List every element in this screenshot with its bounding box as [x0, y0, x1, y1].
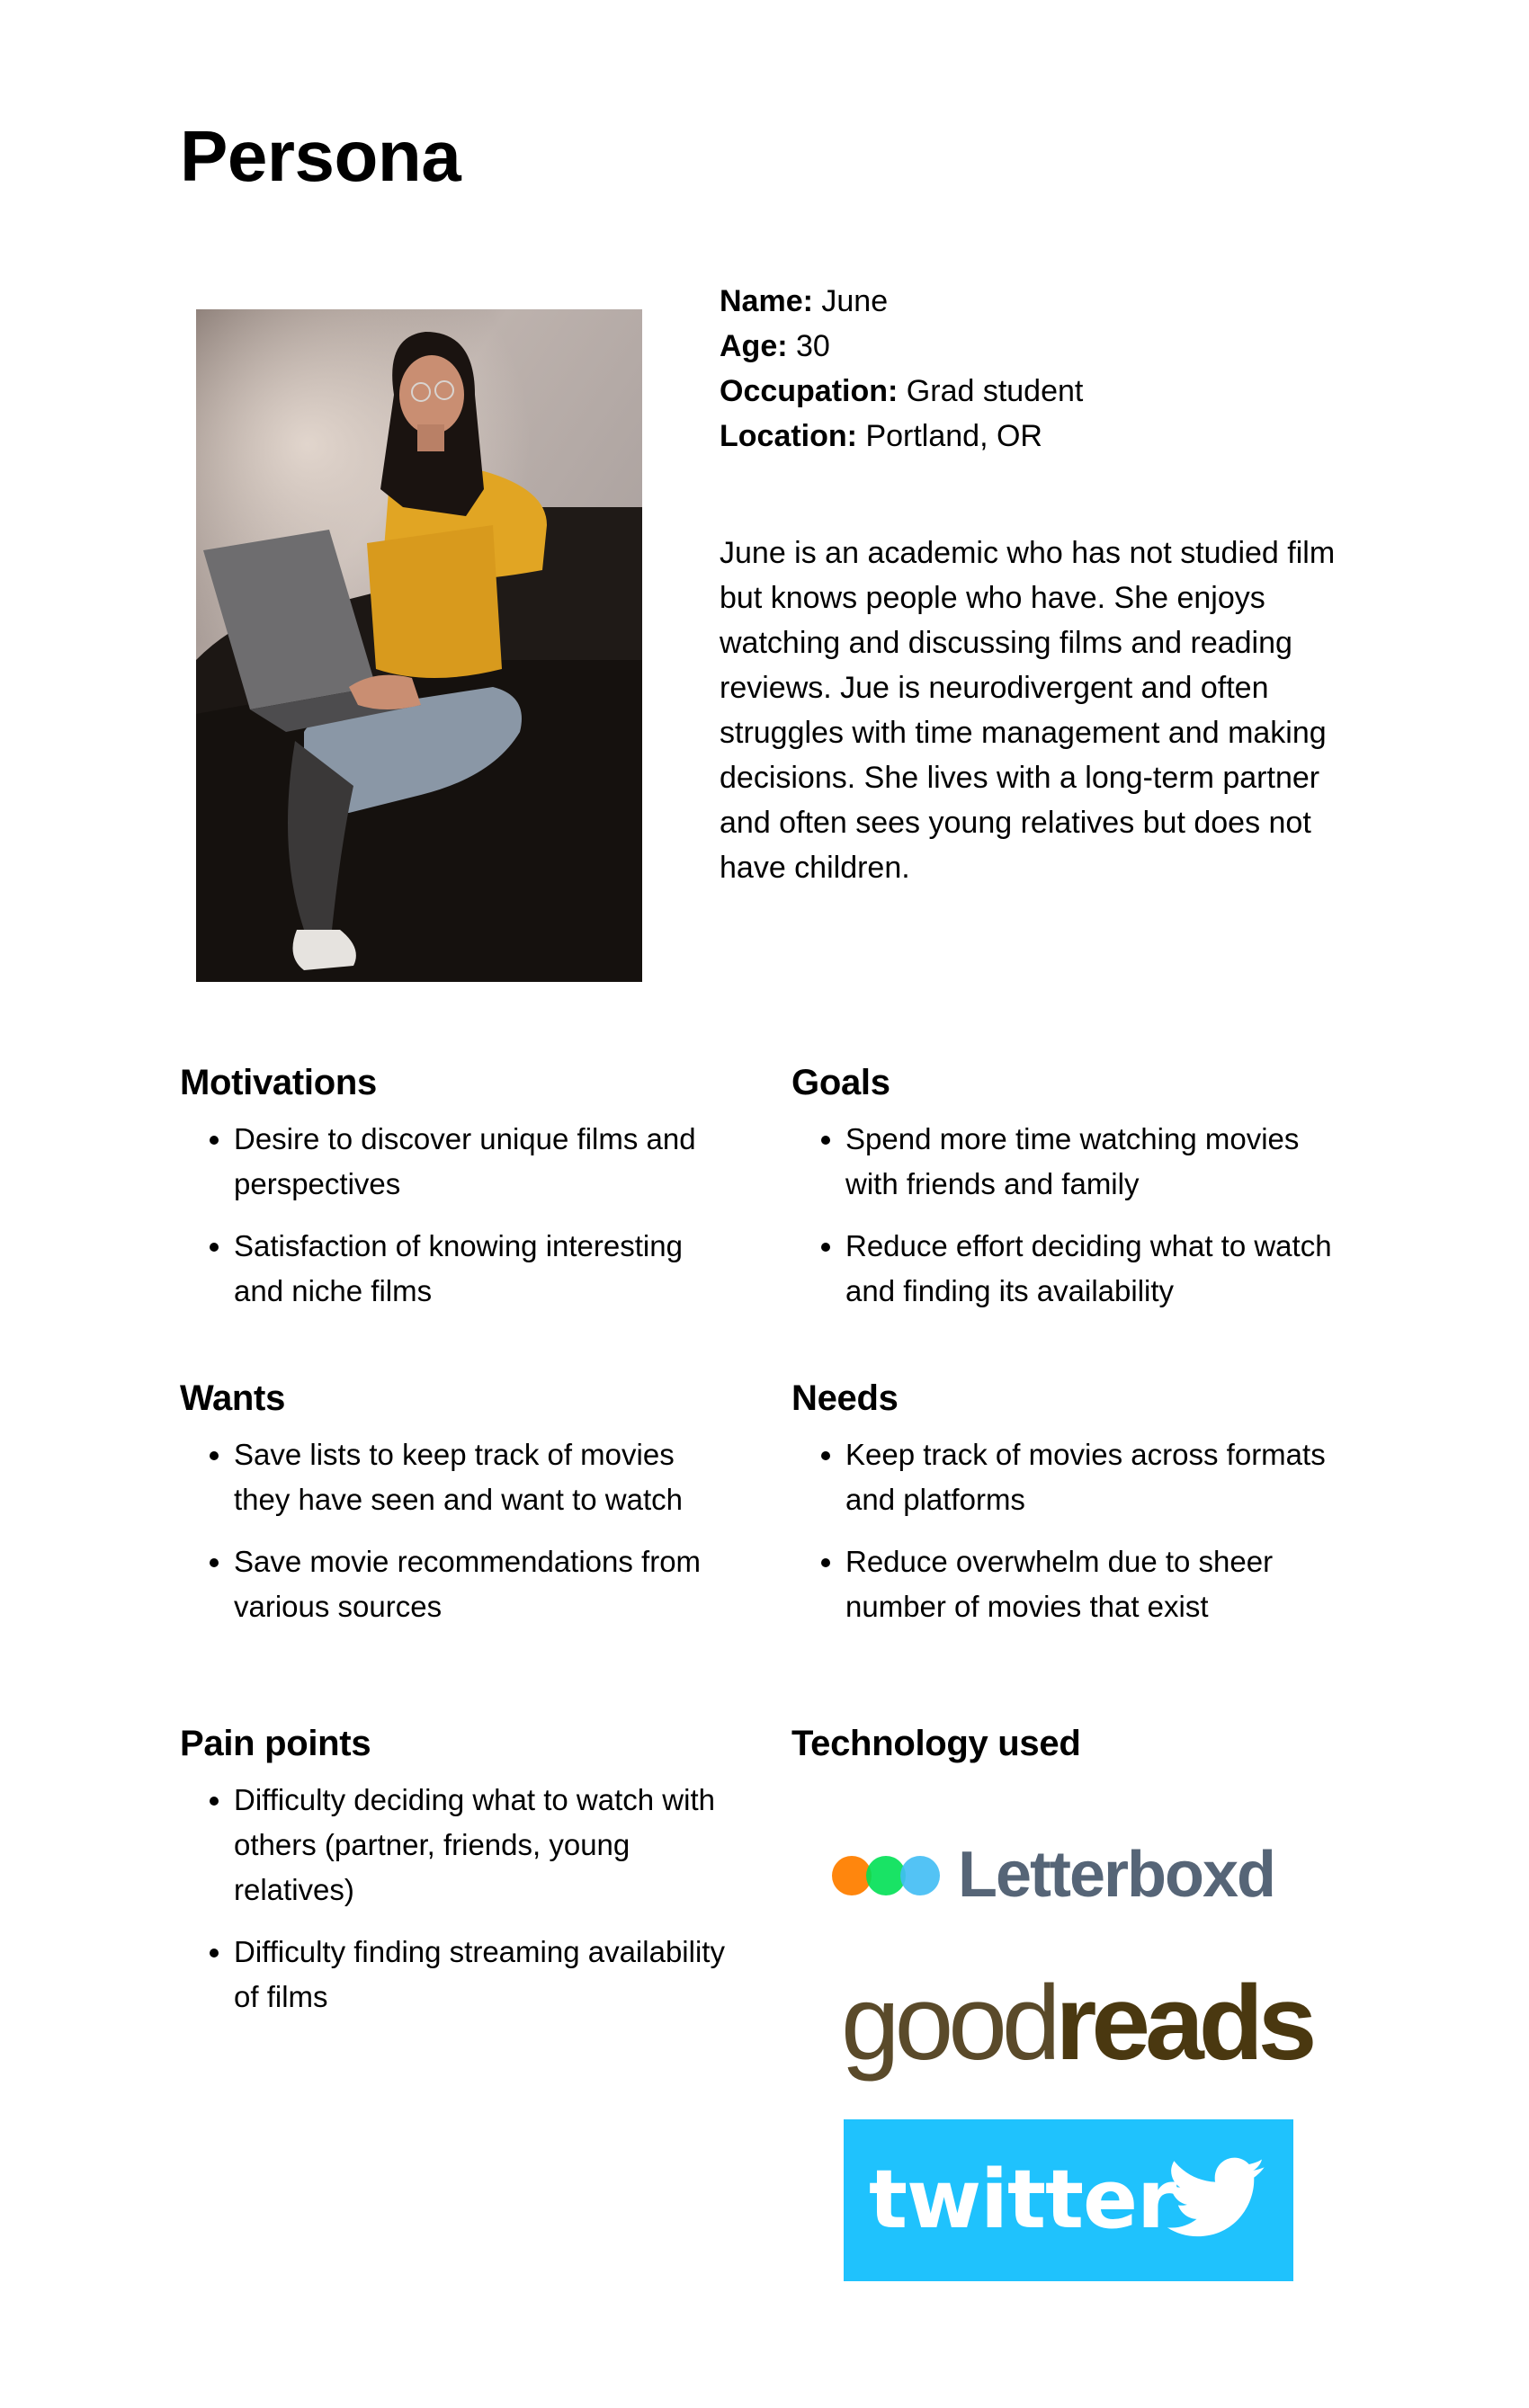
goodreads-logo: [841, 1960, 1312, 2086]
wants-heading: Wants: [180, 1378, 286, 1418]
list-item: • Difficulty deciding what to watch with others (partner, friends, young relatives): [234, 1778, 738, 1913]
twitter-logo: [844, 2119, 1293, 2281]
letterboxd-logo: [832, 1839, 1309, 1911]
needs-list: [791, 1432, 1349, 1629]
list-item: • Difficulty finding streaming availability of films: [234, 1930, 738, 2020]
twitter-bird-icon: [1167, 2155, 1266, 2242]
goodreads-bold: reads: [1055, 1964, 1312, 2082]
pain-points-section: [180, 1718, 738, 2037]
goodreads-light: good: [841, 1964, 1056, 2082]
wants-section: [180, 1373, 738, 1646]
list-item: • Spend more time watching movies with friends and family: [845, 1117, 1349, 1207]
goals-heading: Goals: [791, 1063, 890, 1102]
blue-dot: [900, 1856, 940, 1895]
location-label: Location:: [720, 419, 857, 453]
goals-list: [791, 1117, 1349, 1314]
needs-section: [791, 1373, 1349, 1646]
technology-heading: Technology used: [791, 1724, 1081, 1763]
list-item: • Keep track of movies across formats and platforms: [845, 1432, 1349, 1522]
persona-bio: June is an academic who has not studied film but knows people who have. She enjoys watching and discussing films and reading reviews. Jue is neurodivergent and often struggles with time management and making decisions. She lives with a long-term partner and often sees young relatives but does not have children.: [720, 536, 1336, 885]
name-row: [720, 279, 1083, 324]
name-label: Name:: [720, 284, 813, 318]
occupation-label: Occupation:: [720, 374, 899, 408]
persona-photo: [196, 309, 642, 982]
list-item: • Save lists to keep track of movies they have seen and want to watch: [234, 1432, 738, 1522]
list-item: • Satisfaction of knowing interesting and niche films: [234, 1224, 738, 1314]
motivations-list: [180, 1117, 738, 1314]
needs-heading: Needs: [791, 1378, 899, 1418]
goodreads-wordmark: [841, 1960, 1311, 2086]
wants-list: [180, 1432, 738, 1629]
letterboxd-wordmark: Letterboxd: [958, 1839, 1275, 1911]
technology-section: [791, 1718, 1349, 1778]
location-value: Portland, OR: [865, 419, 1042, 453]
motivations-heading: Motivations: [180, 1063, 377, 1102]
age-label: Age:: [720, 329, 788, 363]
occupation-row: [720, 369, 1083, 414]
pain-points-list: [180, 1778, 738, 2020]
occupation-value: Grad student: [906, 374, 1084, 408]
motivations-section: [180, 1057, 738, 1331]
goals-section: [791, 1057, 1349, 1331]
age-value: 30: [796, 329, 830, 363]
list-item: • Reduce effort deciding what to watch and finding its availability: [845, 1224, 1349, 1314]
persona-facts: [720, 279, 1083, 459]
list-item: • Reduce overwhelm due to sheer number of movies that exist: [845, 1539, 1349, 1629]
age-row: [720, 324, 1083, 369]
location-row: [720, 414, 1083, 459]
twitter-wordmark: twitter: [869, 2153, 1176, 2247]
list-item: • Save movie recommendations from various sources: [234, 1539, 738, 1629]
name-value: June: [821, 284, 889, 318]
list-item: • Desire to discover unique films and perspectives: [234, 1117, 738, 1207]
pain-points-heading: Pain points: [180, 1724, 371, 1763]
page-title: Persona: [180, 116, 461, 196]
